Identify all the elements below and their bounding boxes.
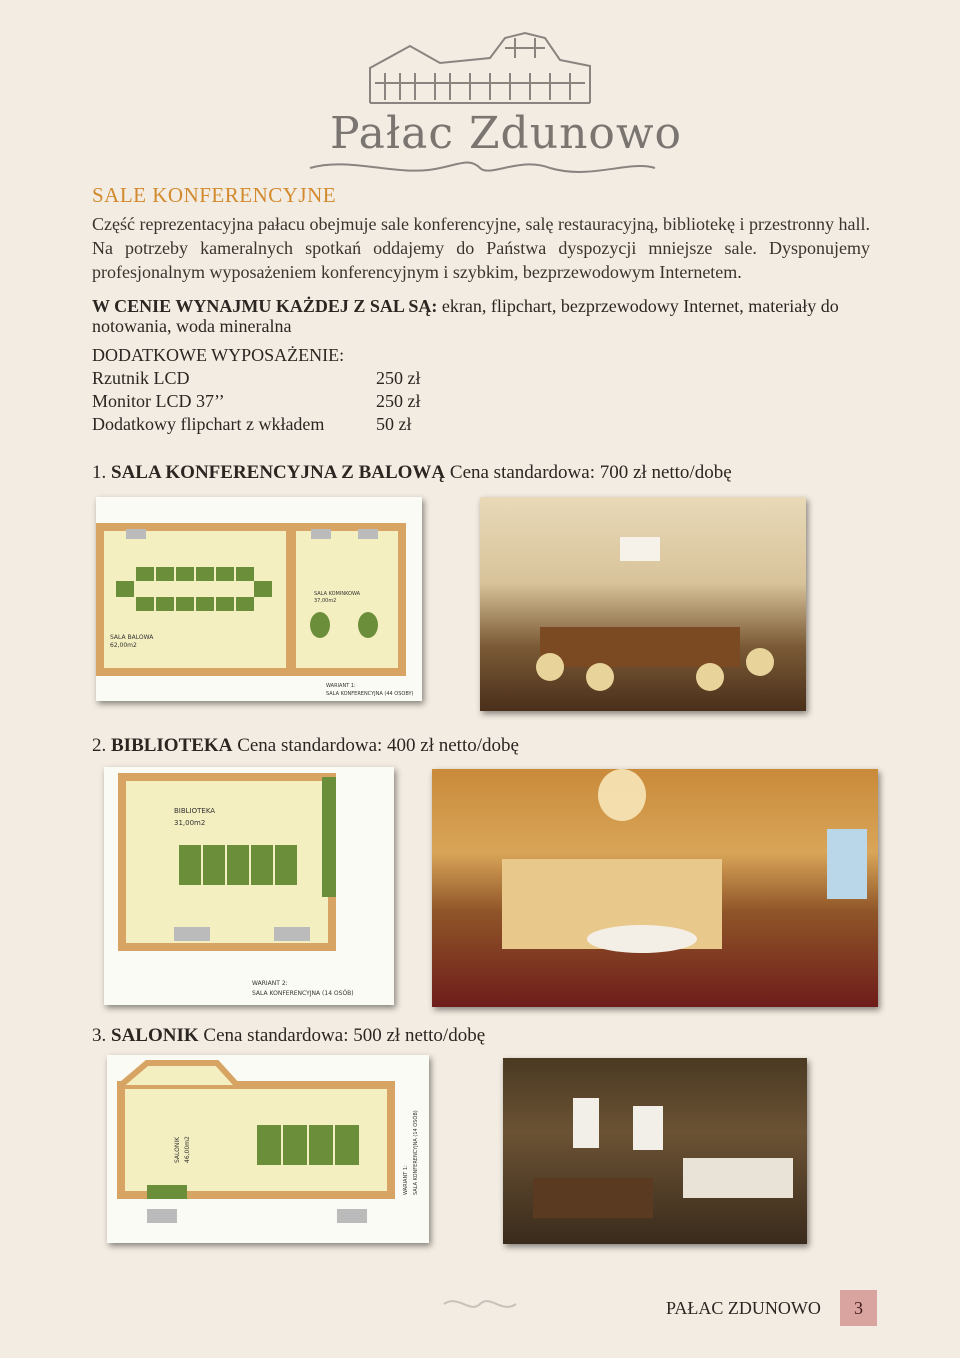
page-heading: SALE KONFERENCYJNE [92,183,337,207]
included-label: W CENIE WYNAJMU KAŻDEJ Z SAL SĄ: [92,296,438,316]
intro-section [92,183,870,436]
plan-label: 46,00m2 [184,1136,191,1163]
room-1-floor-plan [96,497,422,701]
extras-label: DODATKOWE WYPOSAŻENIE: [92,345,345,365]
extras-item-price: 50 zł [376,414,412,434]
room-3-floor-plan [107,1055,429,1243]
room-number: 1. [92,462,107,483]
room-3-photo [503,1058,807,1244]
room-2-title [92,735,519,757]
room-price: Cena standardowa: 400 zł netto/dobę [237,735,519,756]
room-3-title [92,1025,485,1047]
plan-label: 31,00m2 [174,819,206,827]
extras-item-name: Monitor LCD 37’’ [92,391,225,411]
room-2-photo [432,769,878,1007]
plan-label: BIBLIOTEKA [174,807,216,815]
page-number: 3 [840,1290,877,1326]
extras-item-price: 250 zł [376,368,421,388]
plan-label: SALONIK [174,1136,181,1163]
plan-label: SALA KONFERENCYJNA (14 OSÓB) [413,1110,419,1195]
room-1-title [92,462,732,484]
room-name: SALA KONFERENCYJNA Z BALOWĄ [111,462,446,483]
intro-paragraph: Część reprezentacyjna pałacu obejmuje sale konferencyjne, salę restauracyjną, bibliotekę i przestronny hall. Na potrzeby kameralnych spotkań oddajemy do Państwa dyspozycji mniejsze sale. Dysponujemy profesjonalnym wyposażeniem konferencyjnym i szybkim, bezprzewodowym Internetem. [92,214,870,282]
included-text: ekran, flipchart, bezprzewodowy Internet, materiały do notowania, woda mineralna [92,296,839,336]
logo-text: Pałac Zdunowo [330,108,683,159]
room-price: Cena standardowa: 500 zł netto/dobę [203,1025,486,1046]
room-price: Cena standardowa: 700 zł netto/dobę [449,462,732,483]
palace-logo [290,18,670,188]
room-1-photo [480,497,806,711]
room-2-floor-plan [104,767,394,1005]
plan-label: SALA KOMINKOWA [314,591,361,597]
plan-label: SALA KONFERENCYJNA (44 OSOBY) [326,691,414,697]
extras-item-name: Rzutnik LCD [92,368,190,388]
room-number: 3. [92,1025,107,1046]
plan-label: SALA KONFERENCYJNA (14 OSÓB) [252,990,354,997]
room-number: 2. [92,735,107,756]
plan-label: 37,00m2 [314,598,337,604]
room-name: BIBLIOTEKA [111,735,233,756]
extras-item [92,367,870,390]
plan-label: WARIANT 1: [403,1165,409,1195]
plan-label: SALA BALOWA [110,634,154,641]
extras-section [92,344,870,436]
plan-label: 62,00m2 [110,642,137,649]
plan-label: WARIANT 1: [326,683,356,689]
room-name: SALONIK [111,1025,199,1046]
extras-item [92,390,870,413]
extras-item-name: Dodatkowy flipchart z wkładem [92,414,325,434]
plan-label: WARIANT 2: [252,980,288,987]
footer-title: PAŁAC ZDUNOWO [666,1298,821,1318]
footer-ornament [440,1292,520,1316]
included-equipment [92,296,870,336]
extras-item-price: 250 zł [376,391,421,411]
extras-item [92,413,870,436]
